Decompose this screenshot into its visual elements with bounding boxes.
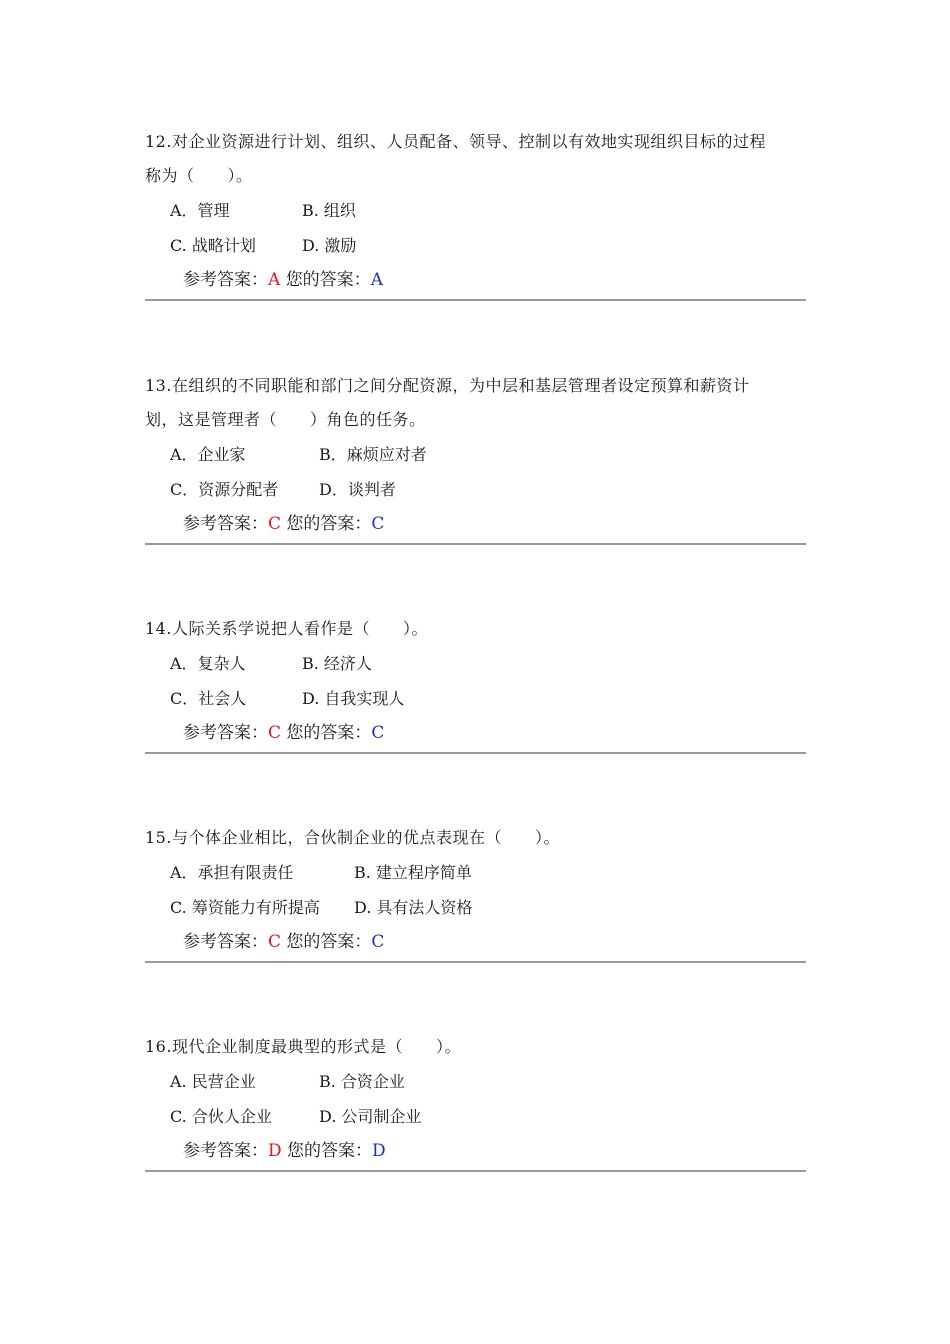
- option-a: A．复杂人: [170, 654, 246, 673]
- stem-line: 16.现代企业制度最典型的形式是（ ）。: [145, 1037, 461, 1056]
- option-b: B. 组织: [302, 201, 356, 220]
- option-d: D．谈判者: [319, 480, 396, 499]
- answer-row: [145, 1134, 806, 1172]
- stem-line: 14.人际关系学说把人看作是（ ）。: [145, 619, 428, 638]
- reference-answer: C: [268, 514, 282, 534]
- option-d: D. 具有法人资格: [354, 898, 473, 917]
- options: [170, 1064, 806, 1134]
- reference-answer: A: [268, 270, 281, 290]
- your-answer: C: [371, 514, 385, 534]
- stem-line: 划，这是管理者（ ）角色的任务。: [145, 410, 426, 429]
- your-answer: C: [371, 723, 385, 743]
- question-13: [145, 369, 806, 545]
- reference-answer-label: 参考答案：: [183, 723, 268, 743]
- reference-answer: C: [268, 723, 282, 743]
- answer-row: [145, 716, 806, 754]
- question-stem: [145, 1030, 806, 1064]
- question-14: [145, 612, 806, 754]
- your-answer-label: 您的答案：: [286, 723, 372, 743]
- question-stem: [145, 369, 806, 437]
- stem-line: 13.在组织的不同职能和部门之间分配资源，为中层和基层管理者设定预算和薪资计: [145, 376, 750, 395]
- question-stem: [145, 612, 806, 646]
- your-answer: D: [372, 1141, 386, 1161]
- options: [170, 646, 806, 716]
- your-answer-label: 您的答案：: [286, 514, 372, 534]
- question-stem: [145, 821, 806, 855]
- option-c: C．资源分配者: [170, 480, 279, 499]
- option-c: C. 战略计划: [170, 236, 256, 255]
- reference-answer-label: 参考答案：: [183, 514, 268, 534]
- answer-row: [145, 925, 806, 963]
- option-b: B．麻烦应对者: [319, 445, 427, 464]
- question-16: [145, 1030, 806, 1172]
- reference-answer: C: [268, 932, 282, 952]
- options: [170, 437, 806, 507]
- question-12: [145, 125, 806, 301]
- options: [170, 193, 806, 263]
- stem-line: 12.对企业资源进行计划、组织、人员配备、领导、控制以有效地实现组织目标的过程: [145, 132, 766, 151]
- stem-line: 称为（ ）。: [145, 166, 253, 185]
- option-a: A．承担有限责任: [170, 863, 294, 882]
- option-b: B. 建立程序简单: [354, 863, 472, 882]
- options: [170, 855, 806, 925]
- option-d: D. 公司制企业: [319, 1107, 422, 1126]
- question-stem: [145, 125, 806, 193]
- question-15: [145, 821, 806, 963]
- option-b: B. 合资企业: [319, 1072, 405, 1091]
- reference-answer-label: 参考答案：: [183, 932, 268, 952]
- your-answer-label: 您的答案：: [286, 932, 372, 952]
- option-c: C. 合伙人企业: [170, 1107, 272, 1126]
- your-answer: A: [370, 270, 383, 290]
- option-a: A. 民营企业: [170, 1072, 256, 1091]
- option-a: A．管理: [170, 201, 230, 220]
- your-answer-label: 您的答案：: [287, 1141, 373, 1161]
- stem-line: 15.与个体企业相比，合伙制企业的优点表现在（ ）。: [145, 828, 560, 847]
- option-b: B. 经济人: [302, 654, 372, 673]
- reference-answer-label: 参考答案：: [183, 270, 268, 290]
- answer-row: [145, 507, 806, 545]
- reference-answer: D: [268, 1141, 282, 1161]
- reference-answer-label: 参考答案：: [183, 1141, 268, 1161]
- option-d: D. 自我实现人: [302, 689, 405, 708]
- option-a: A．企业家: [170, 445, 246, 464]
- option-c: C．社会人: [170, 689, 247, 708]
- option-c: C. 筹资能力有所提高: [170, 898, 320, 917]
- answer-row: [145, 263, 806, 301]
- your-answer-label: 您的答案：: [285, 270, 371, 290]
- option-d: D. 激励: [302, 236, 357, 255]
- your-answer: C: [371, 932, 385, 952]
